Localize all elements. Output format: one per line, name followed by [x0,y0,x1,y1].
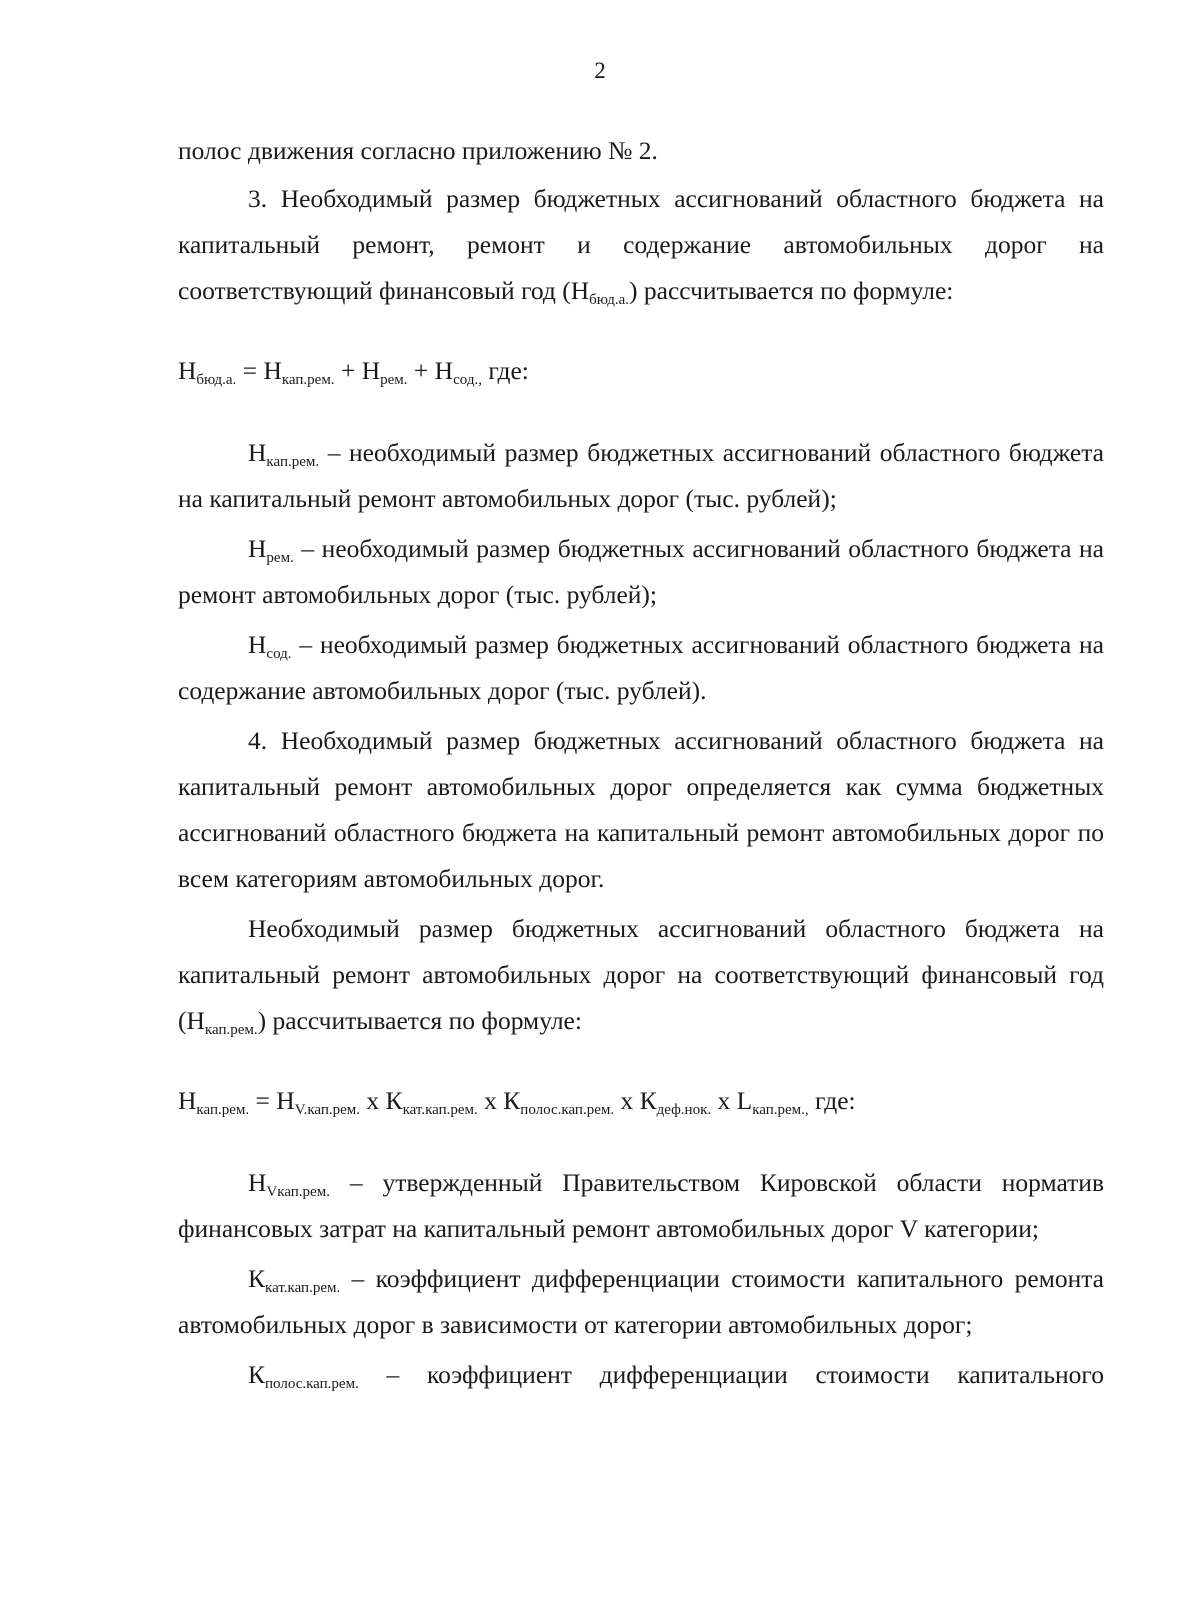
formula-symbol: Н [361,356,381,385]
definition-subscript: кап.рем. [266,454,320,470]
subscript: бюд.а. [589,292,630,308]
definition-subscript: кат.кап.рем. [265,1280,341,1296]
definition-symbol: Н [248,1168,267,1197]
paragraph-text: Необходимый размер бюджетных ассигнований областного бюджета на капитальный ремонт автомобильных дорог на соответствующий финансовый год (Н [178,914,1104,1035]
definition-sod [178,622,1104,714]
definition-text: – необходимый размер бюджетных ассигнований областного бюджета на ремонт автомобильных дорог (тыс. рублей); [178,534,1104,609]
subscript: кап.рем. [204,1022,258,1038]
paragraph-3 [178,176,1104,314]
formula-symbol: Н [434,356,454,385]
page-number: 2 [594,58,606,83]
definition-symbol: Н [248,534,267,563]
definition-rem [178,526,1104,618]
formula-symbol: Н [178,1086,197,1115]
document-body [178,128,1104,1398]
definition-kap-rem [178,430,1104,522]
formula-operator: + [334,356,362,385]
formula-symbol: Н [276,1086,295,1115]
formula-subscript: полос.кап.рем. [520,1102,615,1118]
formula-subscript: кат.кап.рем. [402,1102,478,1118]
definition-symbol: Н [248,630,267,659]
formula-2 [178,1078,1104,1124]
definition-subscript: Vкап.рем. [266,1184,330,1200]
formula-subscript: кап.рем. [281,372,335,388]
formula-symbol: К [639,1086,657,1115]
paragraph-text: 3. Необходимый размер бюджетных ассигнований областного бюджета на капитальный ремонт, ремонт и содержание автомобильных дорог на соответствующий финансовый год (Н [178,184,1104,305]
formula-operator: x [614,1086,640,1115]
formula-subscript: кап.рем. [196,1102,250,1118]
formula-operator: + [407,356,435,385]
formula-symbol: К [385,1086,403,1115]
definition-symbol: К [248,1360,266,1389]
formula-subscript: кап.рем., [752,1102,809,1118]
paragraph-text: 4. Необходимый размер бюджетных ассигнований областного бюджета на капитальный ремонт автомобильных дорог определяется как сумма бюджетных ассигнований областного бюджета на капитальный ремонт автомобильных дорог по всем категориям автомобильных дорог. [178,726,1104,893]
paragraph-text: полос движения согласно приложению № 2. [178,136,658,165]
definition-text: – коэффициент дифференциации стоимости капитального [358,1360,1104,1389]
formula-symbol: Н [178,356,197,385]
definition-symbol: К [248,1264,266,1293]
formula-subscript: сод., [453,372,482,388]
definition-subscript: сод. [266,646,292,662]
formula-operator: = [249,1086,277,1115]
definition-symbol: Н [248,438,267,467]
definition-text: – утвержденный Правительством Кировской области норматив финансовых затрат на капитальный ремонт автомобильных дорог V категории; [178,1168,1104,1243]
definition-text: – коэффициент дифференциации стоимости капитального ремонта автомобильных дорог в зависимости от категории автомобильных дорог; [178,1264,1104,1339]
paragraph-5 [178,906,1104,1044]
formula-operator: x [477,1086,504,1115]
formula-operator: = [236,356,264,385]
paragraph-text: ) рассчитывается по формуле: [257,1006,582,1035]
paragraph-text: ) рассчитывается по формуле: [629,276,954,305]
formula-1 [178,348,1104,394]
formula-subscript: рем. [380,372,408,388]
definition-text: – необходимый размер бюджетных ассигнований областного бюджета на содержание автомобильных дорог (тыс. рублей). [178,630,1104,705]
definition-kat-kap-rem [178,1256,1104,1348]
formula-tail: где: [481,356,529,385]
definition-subscript: полос.кап.рем. [265,1376,359,1392]
formula-operator: x [711,1086,737,1115]
formula-symbol: Н [263,356,282,385]
definition-polos-kap-rem [178,1352,1104,1398]
formula-subscript: деф.нок. [656,1102,712,1118]
formula-symbol: L [736,1086,753,1115]
definition-v-kap-rem [178,1160,1104,1252]
formula-tail: где: [808,1086,856,1115]
definition-text: – необходимый размер бюджетных ассигнований областного бюджета на капитальный ремонт автомобильных дорог (тыс. рублей); [178,438,1104,513]
formula-symbol: К [503,1086,521,1115]
definition-subscript: рем. [266,550,294,566]
paragraph-continuation [178,128,1104,174]
formula-subscript: V.кап.рем. [294,1102,361,1118]
formula-subscript: бюд.а. [196,372,237,388]
formula-operator: x [360,1086,386,1115]
paragraph-4 [178,718,1104,902]
